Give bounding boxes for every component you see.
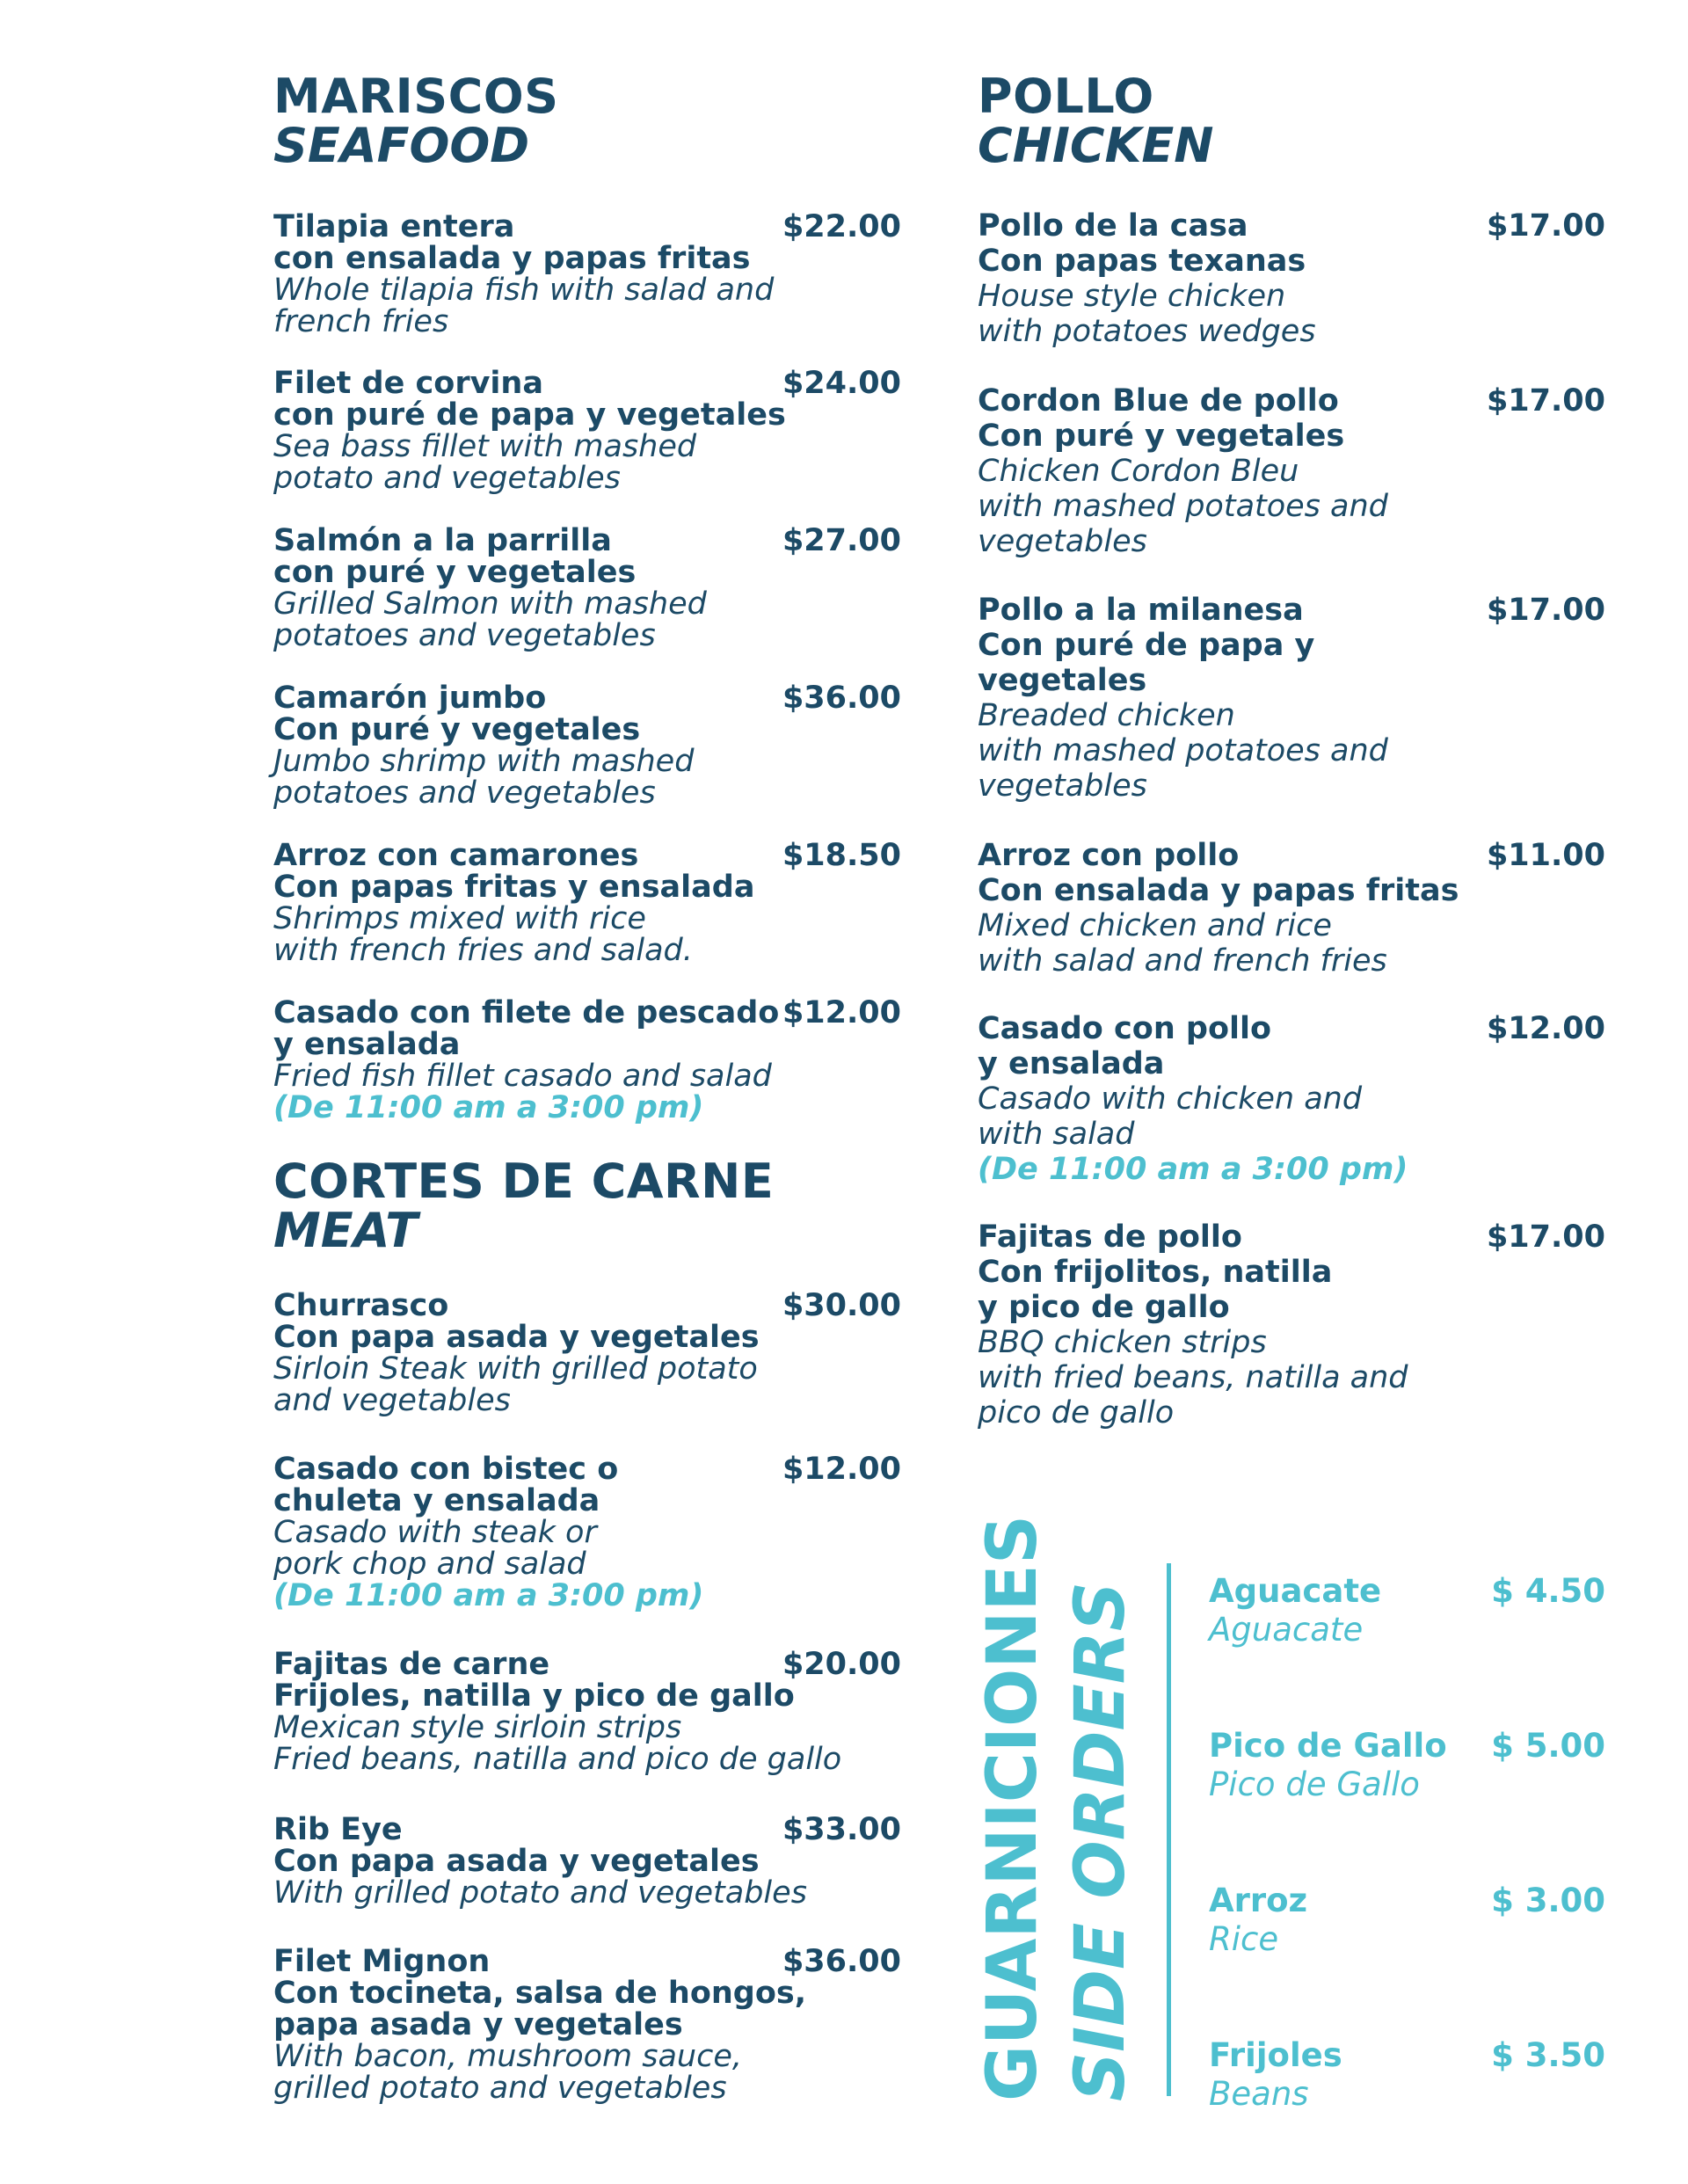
item-subtitle: con puré de papa y vegetales — [273, 397, 786, 433]
side-order-item — [1209, 1882, 1605, 1959]
item-description: Jumbo shrimp with mashed — [273, 744, 695, 779]
item-description: Sea bass fillet with mashed — [273, 429, 697, 464]
side-order-price: $ 3.50 — [1491, 2036, 1605, 2074]
item-name: Casado con pollo — [978, 1011, 1272, 1046]
chicken-item — [978, 208, 1605, 349]
meat-item — [273, 1946, 901, 2104]
side-order-name: Aguacate — [1209, 1572, 1382, 1610]
item-description: With grilled potato and vegetables — [273, 1875, 807, 1911]
item-description: potato and vegetables — [273, 461, 621, 496]
item-name: Pollo a la milanesa — [978, 593, 1304, 628]
item-subtitle: Con puré y vegetales — [273, 712, 641, 747]
item-description: Whole tilapia fish with salad and — [273, 273, 775, 308]
item-price: $20.00 — [782, 1647, 901, 1682]
side-order-price: $ 5.00 — [1491, 1727, 1605, 1765]
item-price: $17.00 — [1486, 208, 1605, 244]
item-name: Cordon Blue de pollo — [978, 383, 1339, 419]
item-name: Arroz con pollo — [978, 838, 1240, 873]
item-description: pork chop and salad — [273, 1547, 586, 1582]
item-description: potatoes and vegetables — [273, 618, 656, 653]
item-subtitle: Frijoles, natilla y pico de gallo — [273, 1678, 795, 1714]
item-name: Fajitas de pollo — [978, 1219, 1242, 1255]
item-subtitle: con ensalada y papas fritas — [273, 241, 751, 276]
item-subtitle: Con papas fritas y ensalada — [273, 870, 755, 905]
side-order-item — [1209, 1727, 1605, 1804]
seafood-item — [273, 211, 901, 338]
item-subtitle: vegetales — [978, 663, 1147, 698]
item-price: $17.00 — [1486, 593, 1605, 628]
meat-item — [273, 1453, 901, 1612]
item-hours: (De 11:00 am a 3:00 pm) — [978, 1152, 1408, 1187]
item-description: Mixed chicken and rice — [978, 908, 1332, 943]
item-price: $22.00 — [782, 209, 901, 244]
item-price: $27.00 — [782, 523, 901, 558]
seafood-header — [273, 69, 559, 173]
chicken-header — [978, 69, 1214, 173]
item-name: Fajitas de carne — [273, 1647, 550, 1682]
seafood-item — [273, 682, 901, 809]
item-name: Casado con bistec o — [273, 1452, 619, 1487]
chicken-item — [978, 383, 1605, 559]
side-order-name: Pico de Gallo — [1209, 1727, 1447, 1765]
item-price: $30.00 — [782, 1288, 901, 1323]
item-description: potatoes and vegetables — [273, 775, 656, 811]
item-description: with potatoes wedges — [978, 314, 1316, 349]
item-price: $24.00 — [782, 366, 901, 401]
side-order-item — [1209, 1572, 1605, 1649]
item-name: Rib Eye — [273, 1812, 403, 1847]
item-price: $12.00 — [1486, 1011, 1605, 1046]
item-description: with salad — [978, 1117, 1135, 1152]
side-order-description: Rice — [1209, 1920, 1279, 1958]
side-order-description: Aguacate — [1209, 1611, 1364, 1649]
item-subtitle: Con frijolitos, natilla — [978, 1255, 1333, 1290]
item-description: House style chicken — [978, 279, 1286, 314]
seafood-item — [273, 840, 901, 966]
chicken-item — [978, 1011, 1605, 1187]
side-order-description: Beans — [1209, 2075, 1309, 2113]
chicken-item — [978, 838, 1605, 979]
item-price: $17.00 — [1486, 383, 1605, 419]
item-name: Tilapia entera — [273, 209, 515, 244]
item-subtitle: Con puré y vegetales — [978, 419, 1345, 454]
seafood-item — [273, 525, 901, 652]
item-price: $17.00 — [1486, 1219, 1605, 1255]
item-subtitle: y ensalada — [978, 1046, 1165, 1081]
item-description: Sirloin Steak with grilled potato — [273, 1351, 758, 1387]
item-name: Camarón jumbo — [273, 681, 547, 716]
side-order-name: Arroz — [1209, 1882, 1308, 1919]
item-description: Casado with steak or — [273, 1515, 597, 1550]
item-description: with salad and french fries — [978, 943, 1387, 979]
item-name: Churrasco — [273, 1288, 449, 1323]
item-price: $36.00 — [782, 681, 901, 716]
item-description: Fried beans, natilla and pico de gallo — [273, 1742, 842, 1777]
item-description: Breaded chicken — [978, 698, 1235, 733]
item-description: and vegetables — [273, 1383, 511, 1418]
item-price: $18.50 — [782, 838, 901, 873]
seafood-title-en: SEAFOOD — [273, 118, 530, 173]
item-subtitle: y pico de gallo — [978, 1290, 1230, 1325]
chicken-item — [978, 1219, 1605, 1431]
item-subtitle: con puré y vegetales — [273, 555, 637, 590]
item-name: Filet Mignon — [273, 1944, 491, 1979]
item-description: Mexican style sirloin strips — [273, 1710, 682, 1745]
item-description: pico de gallo — [978, 1395, 1175, 1431]
item-subtitle: Con ensalada y papas fritas — [978, 873, 1459, 908]
item-price: $33.00 — [782, 1812, 901, 1847]
chicken-item — [978, 593, 1605, 804]
meat-header — [273, 1154, 775, 1258]
item-subtitle: Con papa asada y vegetales — [273, 1844, 760, 1879]
item-name: Salmón a la parrilla — [273, 523, 612, 558]
side-orders-vertical-title — [973, 1468, 1153, 2101]
item-description: vegetables — [978, 768, 1147, 804]
side-order-item — [1209, 2036, 1605, 2114]
side-order-description: Pico de Gallo — [1209, 1765, 1420, 1803]
side-orders-divider — [1167, 1563, 1171, 2096]
item-subtitle: y ensalada — [273, 1027, 461, 1062]
chicken-title-en: CHICKEN — [978, 118, 1214, 173]
item-price: $12.00 — [782, 995, 901, 1030]
side-order-name: Frijoles — [1209, 2036, 1342, 2074]
item-description: With bacon, mushroom sauce, — [273, 2039, 743, 2074]
item-price: $12.00 — [782, 1452, 901, 1487]
meat-item — [273, 1649, 901, 1775]
item-name: Casado con filete de pescado — [273, 995, 780, 1030]
item-hours: (De 11:00 am a 3:00 pm) — [273, 1090, 704, 1125]
item-subtitle: Con puré de papa y — [978, 628, 1315, 663]
item-description: Fried fish fillet casado and salad — [273, 1059, 772, 1094]
meat-item — [273, 1290, 901, 1416]
item-description: with fried beans, natilla and — [978, 1360, 1408, 1395]
item-description: Casado with chicken and — [978, 1081, 1363, 1117]
side-order-price: $ 3.00 — [1491, 1882, 1605, 1919]
seafood-item — [273, 997, 901, 1124]
seafood-title-es: MARISCOS — [273, 69, 559, 124]
item-description: Chicken Cordon Bleu — [978, 454, 1299, 489]
item-description: Grilled Salmon with mashed — [273, 586, 707, 622]
item-name: Filet de corvina — [273, 366, 543, 401]
item-price: $11.00 — [1486, 838, 1605, 873]
item-price: $36.00 — [782, 1944, 901, 1979]
chicken-title-es: POLLO — [978, 69, 1154, 124]
item-subtitle: Con papas texanas — [978, 244, 1306, 279]
meat-title-es: CORTES DE CARNE — [273, 1154, 775, 1209]
item-description: french fries — [273, 304, 449, 339]
item-description: grilled potato and vegetables — [273, 2071, 727, 2106]
side-orders-title-es: GUARNICIONES — [973, 1515, 1052, 2101]
item-description: vegetables — [978, 524, 1147, 559]
item-description: Shrimps mixed with rice — [273, 901, 646, 936]
side-orders-title-en: SIDE ORDERS — [1061, 1581, 1140, 2101]
item-subtitle: Con tocineta, salsa de hongos, — [273, 1976, 807, 2011]
side-order-price: $ 4.50 — [1491, 1572, 1605, 1610]
item-name: Pollo de la casa — [978, 208, 1248, 244]
item-description: with french fries and salad. — [273, 933, 693, 968]
meat-item — [273, 1814, 901, 1909]
item-description: BBQ chicken strips — [978, 1325, 1267, 1360]
seafood-item — [273, 368, 901, 494]
item-subtitle: chuleta y ensalada — [273, 1483, 600, 1518]
item-description: with mashed potatoes and — [978, 733, 1388, 768]
item-hours: (De 11:00 am a 3:00 pm) — [273, 1578, 704, 1613]
item-name: Arroz con camarones — [273, 838, 639, 873]
meat-title-en: MEAT — [273, 1203, 418, 1258]
item-description: with mashed potatoes and — [978, 489, 1388, 524]
item-subtitle: papa asada y vegetales — [273, 2007, 683, 2042]
item-subtitle: Con papa asada y vegetales — [273, 1320, 760, 1355]
